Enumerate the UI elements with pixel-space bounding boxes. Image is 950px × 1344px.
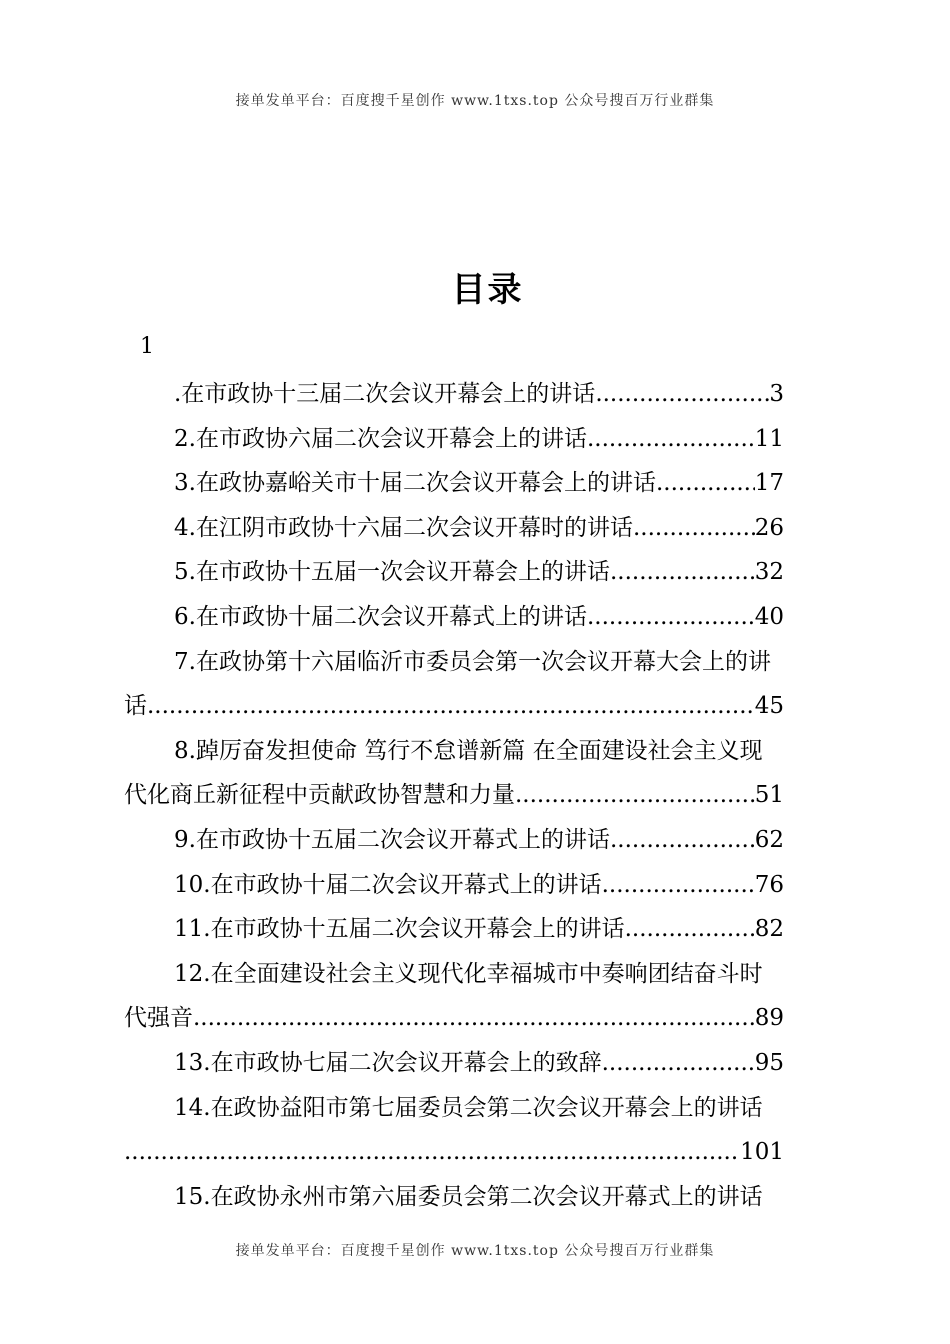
toc-entry[interactable] <box>0 818 950 863</box>
toc-leader-dots <box>602 1041 755 1086</box>
toc-page-number: 11 <box>754 425 784 452</box>
toc-leader-dots <box>147 684 755 729</box>
toc-entry[interactable] <box>0 372 950 417</box>
toc-leader-dots <box>587 417 755 462</box>
toc-page-number: 51 <box>754 782 784 809</box>
toc-page-number: 26 <box>754 514 784 541</box>
toc-page-number: 89 <box>754 1005 784 1032</box>
toc-page-number: 101 <box>740 1139 784 1166</box>
page-header: 接单发单平台：百度搜千星创作 www.1txs.top 公众号搜百万行业群集 <box>235 93 715 109</box>
stray-number: 1 <box>140 334 154 359</box>
page-title: 目录 <box>451 270 524 310</box>
toc-page-number: 62 <box>754 826 784 853</box>
toc-leader-dots <box>656 461 755 506</box>
toc-page-number: 3 <box>769 381 784 407</box>
toc-page-number: 95 <box>754 1049 784 1076</box>
toc-entry-title: 2.在市政协六届二次会议开幕会上的讲话 <box>174 425 587 452</box>
toc-entry-title: 7.在政协第十六届临沂市委员会第一次会议开幕大会上的讲 <box>174 648 771 675</box>
toc-leader-dots <box>610 550 755 595</box>
toc-entry[interactable] <box>0 506 950 551</box>
toc-entry[interactable] <box>0 550 950 595</box>
toc-page-number: 45 <box>754 693 784 720</box>
toc-entry-title: 14.在政协益阳市第七届委员会第二次会议开幕会上的讲话 <box>174 1094 763 1121</box>
toc-entry-title: 4.在江阴市政协十六届二次会议开幕时的讲话 <box>174 514 633 541</box>
toc-page-number: 32 <box>754 559 784 586</box>
toc-entry[interactable] <box>0 640 950 729</box>
toc-entry-title: 5.在市政协十五届一次会议开幕会上的讲话 <box>174 559 610 586</box>
toc-page-number: 17 <box>754 470 784 497</box>
toc-entry-title: 13.在市政协七届二次会议开幕会上的致辞 <box>174 1049 602 1076</box>
toc-entry-title: 15.在政协永州市第六届委员会第二次会议开幕式上的讲话 <box>174 1183 763 1210</box>
toc-entry-title: 8.踔厉奋发担使命 笃行不怠谱新篇 在全面建设社会主义现 <box>174 737 763 764</box>
toc-page-number: 76 <box>754 871 784 898</box>
toc-entry[interactable] <box>0 1041 950 1086</box>
toc-entry[interactable] <box>0 1175 950 1220</box>
toc-leader-dots <box>124 1130 740 1175</box>
toc-page-number: 40 <box>754 603 784 630</box>
toc-page-number: 82 <box>754 916 784 943</box>
toc-leader-dots <box>595 372 769 417</box>
toc-entry[interactable] <box>0 729 950 818</box>
toc-entry-title: 12.在全面建设社会主义现代化幸福城市中奏响团结奋斗时 <box>174 960 763 987</box>
toc-entry-title: .在市政协十三届二次会议开幕会上的讲话 <box>174 381 596 407</box>
toc-entry-title: 9.在市政协十五届二次会议开幕式上的讲话 <box>174 826 610 853</box>
toc-entry[interactable] <box>0 1086 950 1175</box>
toc-entry[interactable] <box>0 461 950 506</box>
toc-entry-title: 10.在市政协十届二次会议开幕式上的讲话 <box>174 871 602 898</box>
table-of-contents <box>0 372 950 1219</box>
toc-leader-dots <box>602 863 755 908</box>
toc-leader-dots <box>610 818 755 863</box>
toc-entry-title-cont: 代化商丘新征程中贡献政协智慧和力量 <box>124 782 515 809</box>
toc-entry[interactable] <box>0 417 950 462</box>
toc-entry[interactable] <box>0 595 950 640</box>
toc-entry[interactable] <box>0 952 950 1041</box>
toc-entry[interactable] <box>0 907 950 952</box>
toc-entry-title-cont: 话 <box>124 693 147 720</box>
toc-leader-dots <box>625 907 755 952</box>
toc-leader-dots <box>515 773 755 818</box>
toc-leader-dots <box>193 996 755 1041</box>
page-footer: 接单发单平台：百度搜千星创作 www.1txs.top 公众号搜百万行业群集 <box>235 1243 715 1259</box>
toc-entry-title: 11.在市政协十五届二次会议开幕会上的讲话 <box>174 916 625 943</box>
toc-entry-title-cont: 代强音 <box>124 1005 193 1032</box>
toc-entry-title: 3.在政协嘉峪关市十届二次会议开幕会上的讲话 <box>174 470 656 497</box>
toc-leader-dots <box>633 506 755 551</box>
toc-entry[interactable] <box>0 863 950 908</box>
toc-entry-title: 6.在市政协十届二次会议开幕式上的讲话 <box>174 603 587 630</box>
toc-leader-dots <box>587 595 755 640</box>
